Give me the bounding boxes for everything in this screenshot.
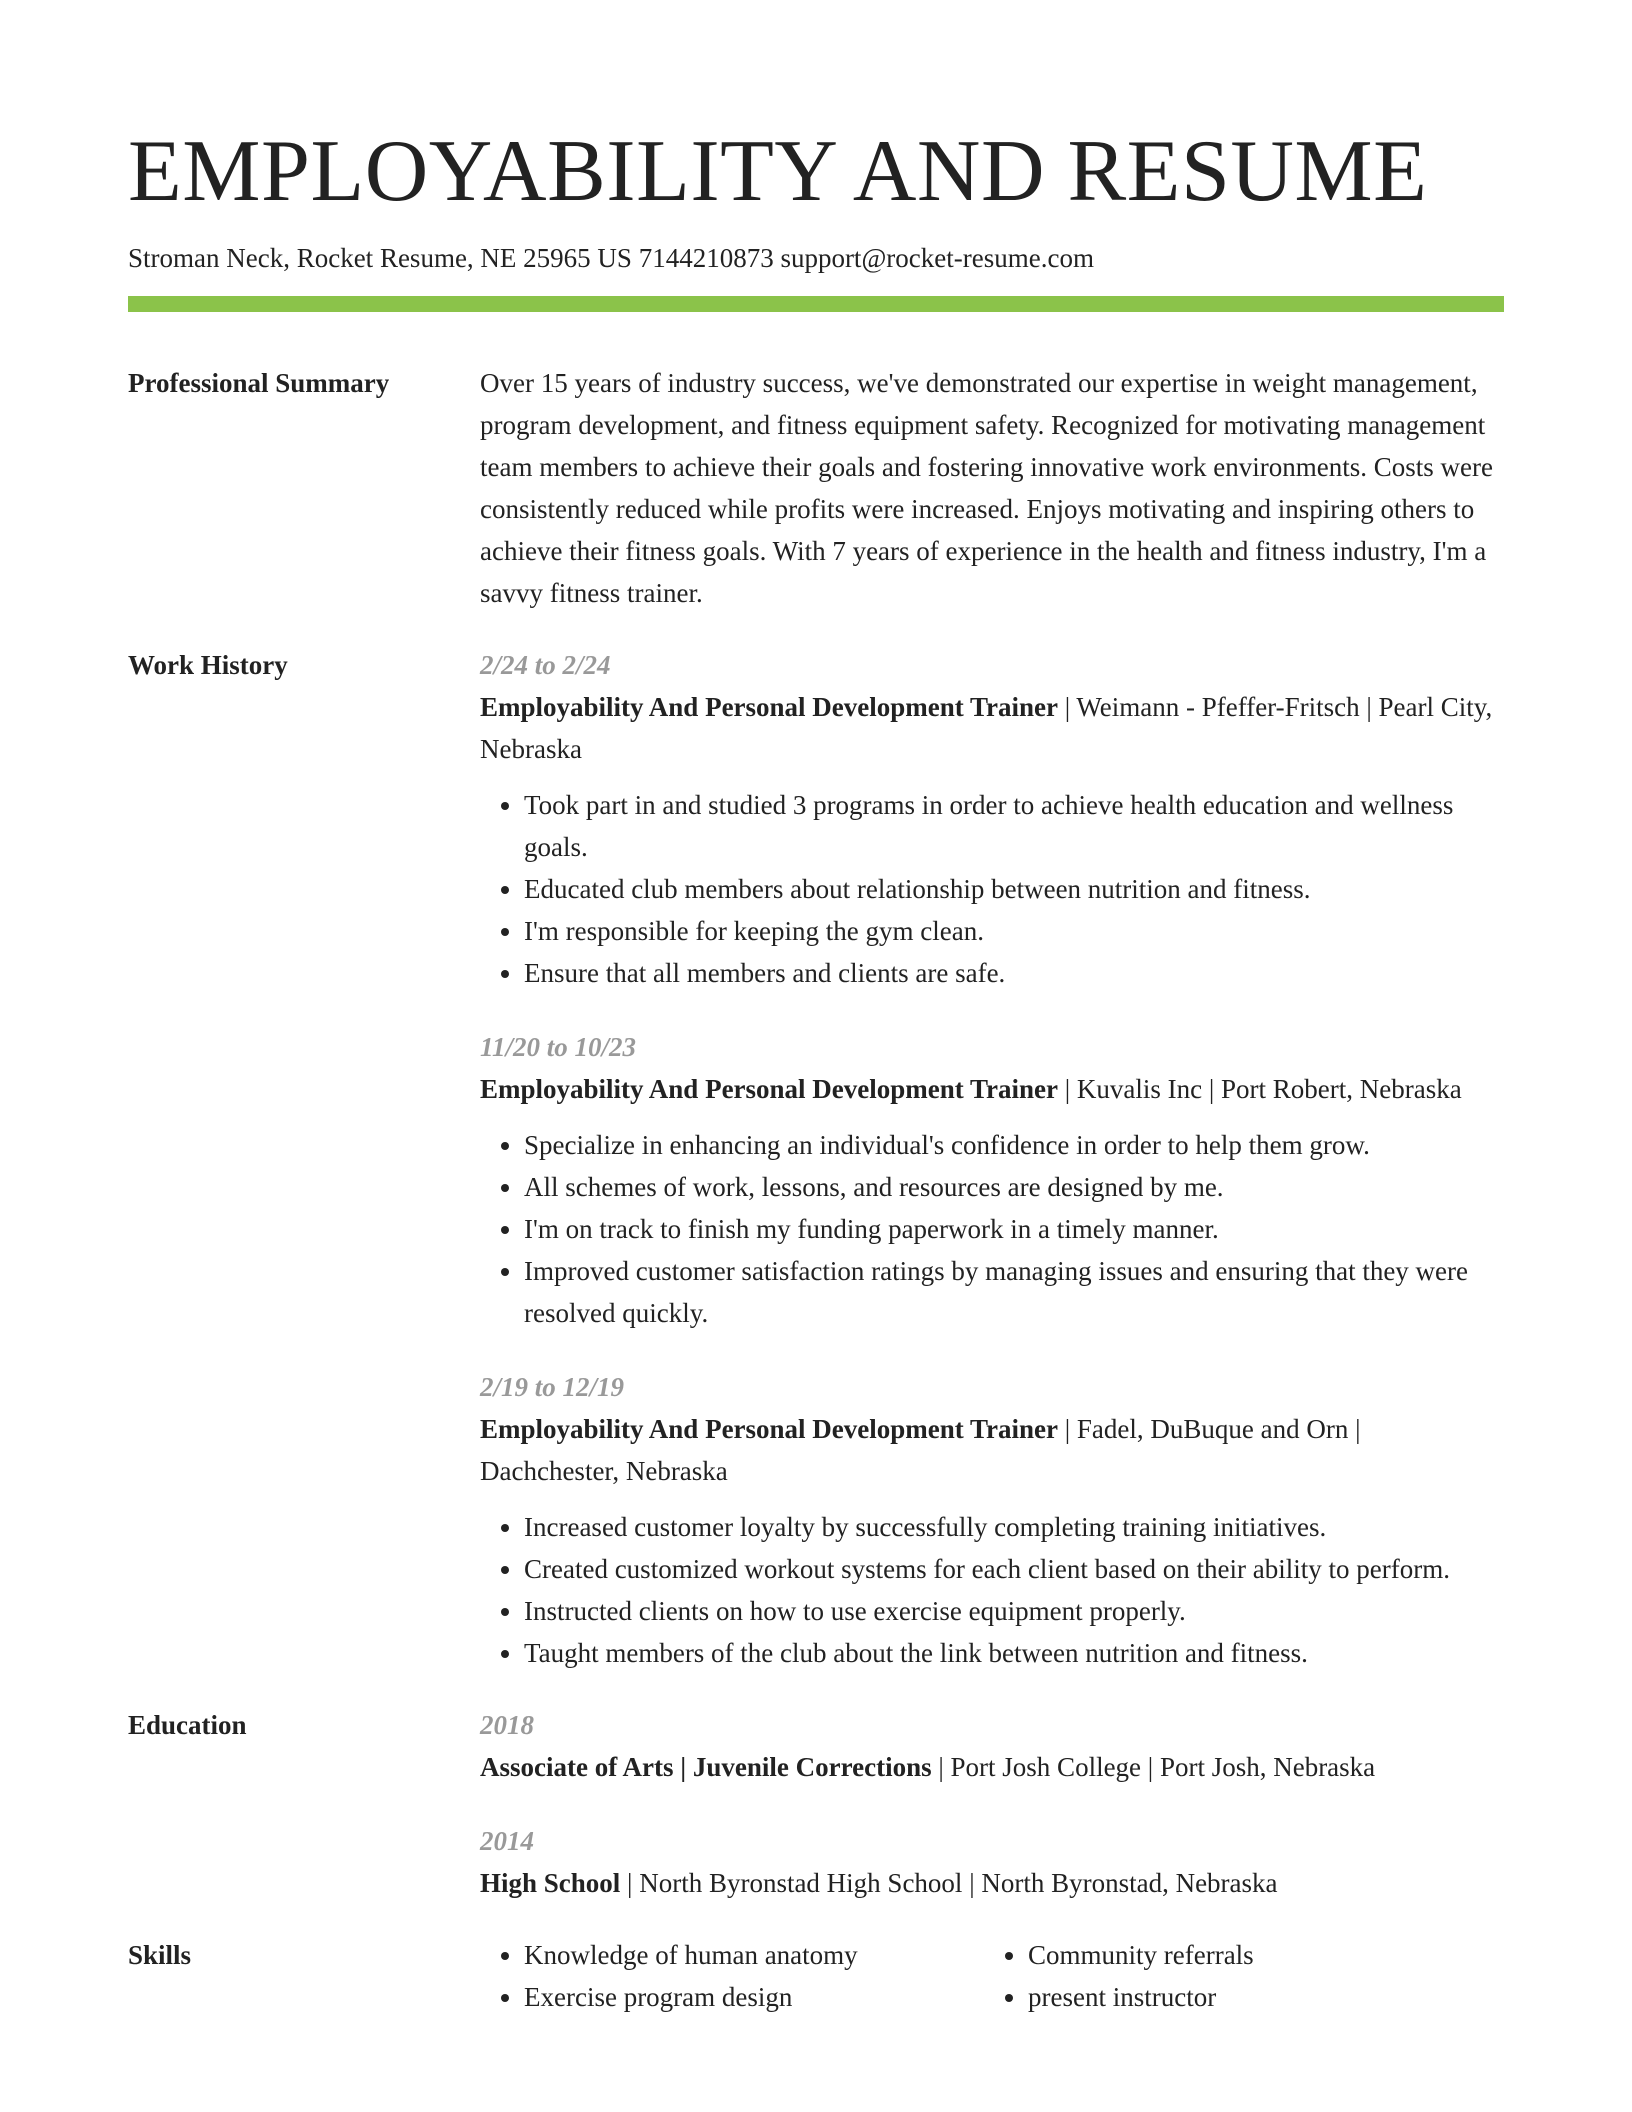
contact-email: support@rocket-resume.com [780,243,1094,273]
job-position: Employability And Personal Development Trainer [480,1414,1059,1444]
education-degree: Associate of Arts | Juvenile Corrections [480,1752,932,1782]
education-degree: High School [480,1868,621,1898]
job-entry [480,1026,1504,1334]
job-dates: 2/24 to 2/24 [480,650,611,680]
job-bullets [480,784,1504,994]
job-bullet: • Ensure that all members and clients are safe. [524,952,1504,994]
education-entry [480,1704,1504,1788]
job-position: Employability And Personal Development Trainer [480,1074,1059,1104]
education-details: | North Byronstad High School | North Byronstad, Nebraska [620,1868,1278,1898]
education-year: 2018 [480,1710,534,1740]
education-heading-line [480,1862,1504,1904]
skill-item: • present instructor [1028,1976,1488,2018]
skills-grid [480,1934,1504,2018]
summary-section [128,362,1504,614]
education-heading: Education [128,1710,247,1740]
skills-column-left [480,1934,984,2018]
education-heading-line [480,1746,1504,1788]
summary-heading: Professional Summary [128,368,390,398]
contact-phone: 7144210873 [638,243,781,273]
job-dates: 11/20 to 10/23 [480,1032,637,1062]
job-bullets [480,1506,1504,1674]
job-heading [480,1068,1504,1110]
job-entry [480,644,1504,994]
skills-section [128,1934,1504,2018]
education-list [480,1704,1504,1904]
skill-item: • Exercise program design [524,1976,984,2018]
work-history-section [128,644,1504,1674]
job-bullet: • Took part in and studied 3 programs in order to achieve health education and wellness goals. [524,784,1504,868]
job-bullet: • Educated club members about relationship between nutrition and fitness. [524,868,1504,910]
job-bullets [480,1124,1504,1334]
contact-line [128,240,1504,276]
job-bullet: • I'm responsible for keeping the gym clean. [524,910,1504,952]
skill-item: • Knowledge of human anatomy [524,1934,984,1976]
education-section [128,1704,1504,1904]
job-details: | Weimann - Pfeffer-Fritsch | Pearl City, Nebraska [480,692,1493,764]
job-position: Employability And Personal Development Trainer [480,692,1059,722]
job-bullet: • Increased customer loyalty by successfully completing training initiatives. [524,1506,1504,1548]
work-history-list [480,644,1504,1674]
job-bullet: • All schemes of work, lessons, and resources are designed by me. [524,1166,1504,1208]
job-bullet: • Created customized workout systems for each client based on their ability to perform. [524,1548,1504,1590]
skills-body [480,1934,1504,2018]
job-bullet: • Improved customer satisfaction ratings by managing issues and ensuring that they were resolved quickly. [524,1250,1504,1334]
job-dates: 2/19 to 12/19 [480,1372,625,1402]
job-details: | Fadel, DuBuque and Orn | Dachchester, Nebraska [480,1414,1361,1486]
education-entry [480,1820,1504,1904]
job-entry [480,1366,1504,1674]
skill-item: • Community referrals [1028,1934,1488,1976]
work-history-heading: Work History [128,650,288,680]
header-divider [128,296,1504,312]
candidate-name: EMPLOYABILITY AND RESUME [128,123,1428,220]
summary-text: Over 15 years of industry success, we've demonstrated our expertise in weight management, program development, and fitness equipment safety. Recognized for motivating management team members to achieve their goals and fostering innovative work environments. Costs were consistently reduced while profits were increased. Enjoys motivating and inspiring others to achieve their fitness goals. With 7 years of experience in the health and fitness industry, I'm a savvy fitness trainer. [480,368,1493,608]
job-heading [480,1408,1504,1492]
job-bullet: • Instructed clients on how to use exercise equipment properly. [524,1590,1504,1632]
job-bullet: • I'm on track to finish my funding paperwork in a timely manner. [524,1208,1504,1250]
education-details: | Port Josh College | Port Josh, Nebraska [931,1752,1376,1782]
job-bullet: • Taught members of the club about the link between nutrition and fitness. [524,1632,1504,1674]
job-heading [480,686,1504,770]
job-details: | Kuvalis Inc | Port Robert, Nebraska [1058,1074,1462,1104]
contact-address: Stroman Neck, Rocket Resume, NE 25965 US [128,243,639,273]
education-year: 2014 [480,1826,534,1856]
skills-column-right [984,1934,1488,2018]
job-bullet: • Specialize in enhancing an individual's confidence in order to help them grow. [524,1124,1504,1166]
skills-heading: Skills [128,1940,192,1970]
